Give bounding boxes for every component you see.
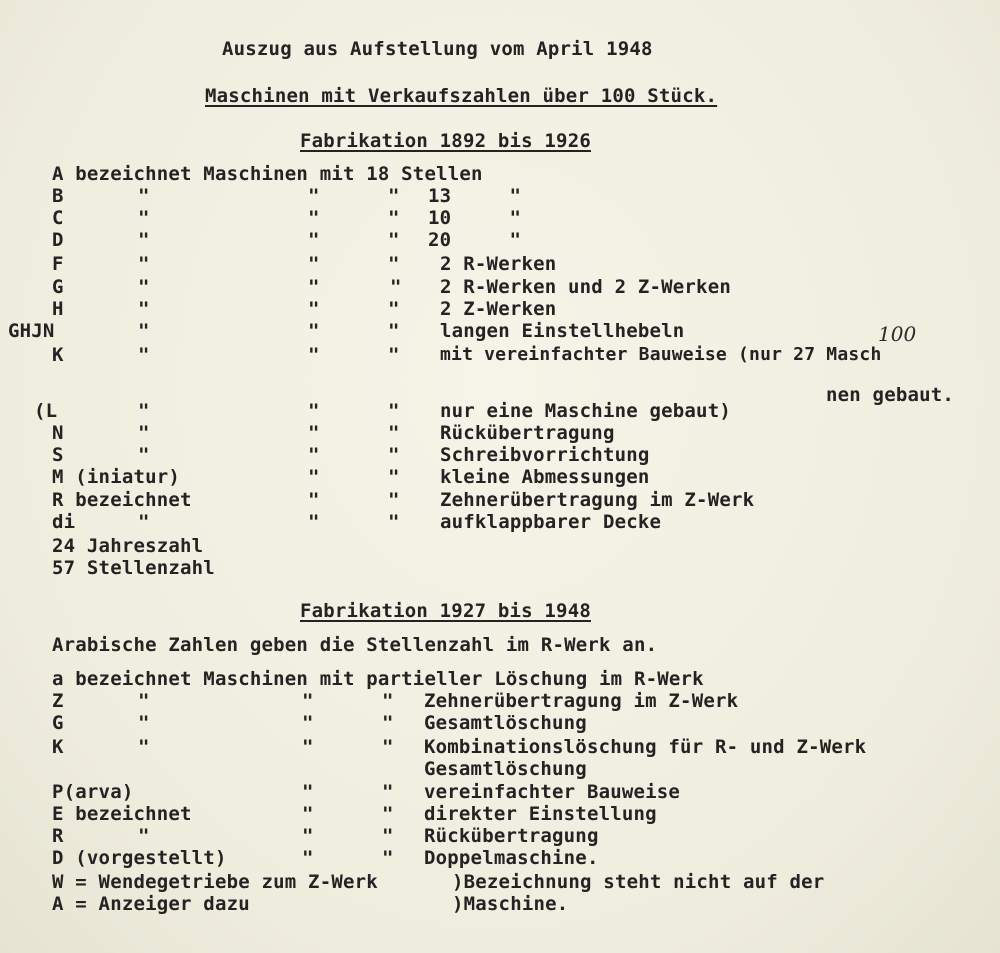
ditto-mark: "	[388, 422, 400, 444]
ditto-mark: "	[390, 276, 402, 298]
handwritten-note: 100	[878, 322, 917, 346]
section2-row-3-code: K	[52, 736, 64, 758]
section1-row-15-code: di	[52, 511, 76, 533]
ditto-mark: "	[382, 690, 394, 712]
section2-row-8-code: D (vorgestellt)	[52, 847, 227, 869]
ditto-mark: "	[138, 712, 150, 734]
ditto-mark: "	[138, 185, 150, 207]
ditto-mark: "	[388, 320, 400, 342]
ditto-mark: "	[388, 466, 400, 488]
section1-row-4-code: F	[52, 253, 64, 275]
ditto-mark: "	[388, 207, 400, 229]
document-subtitle: Maschinen mit Verkaufszahlen über 100 Stück.	[205, 85, 718, 107]
ditto-mark: "	[302, 825, 314, 847]
ditto-mark: "	[308, 185, 320, 207]
ditto-mark: "	[308, 298, 320, 320]
section1-row-14-desc: Zehnerübertragung im Z-Werk	[440, 489, 755, 511]
section2-row-8-desc: Doppelmaschine.	[424, 847, 599, 869]
section1-row-2-desc: 10 "	[428, 207, 522, 229]
ditto-mark: "	[382, 825, 394, 847]
ditto-mark: "	[308, 511, 320, 533]
section2-row-2-code: G	[52, 712, 64, 734]
ditto-mark: "	[308, 229, 320, 251]
section1-row-5-code: G	[52, 276, 64, 298]
section2-row-1-desc: Zehnerübertragung im Z-Werk	[424, 690, 739, 712]
ditto-mark: "	[138, 690, 150, 712]
ditto-mark: "	[138, 736, 150, 758]
ditto-mark: "	[308, 422, 320, 444]
ditto-mark: "	[382, 781, 394, 803]
ditto-mark: "	[388, 400, 400, 422]
section2-row-1-code: Z	[52, 690, 64, 712]
ditto-mark: "	[138, 276, 150, 298]
section1-row-1-desc: 13 "	[428, 185, 522, 207]
section2-row-6-desc: direkter Einstellung	[424, 803, 657, 825]
ditto-mark: "	[138, 511, 150, 533]
ditto-mark: "	[138, 825, 150, 847]
section2-row-9-code: W = Wendegetriebe zum Z-Werk	[52, 871, 378, 893]
ditto-mark: "	[388, 344, 400, 366]
ditto-mark: "	[138, 229, 150, 251]
ditto-mark: "	[302, 690, 314, 712]
ditto-mark: "	[308, 320, 320, 342]
ditto-mark: "	[138, 207, 150, 229]
ditto-mark: "	[382, 712, 394, 734]
section1-row-6-desc: 2 Z-Werken	[440, 298, 557, 320]
section2-row-4-desc: Gesamtlöschung	[424, 758, 587, 780]
section1-row-15-desc: aufklappbarer Decke	[440, 511, 662, 533]
section2-row-5-code: P(arva)	[52, 781, 134, 803]
section1-row-12-desc: Schreibvorrichtung	[440, 444, 650, 466]
section1-row-5-desc: 2 R-Werken und 2 Z-Werken	[440, 276, 731, 298]
section1-row-17-code: 57 Stellenzahl	[52, 557, 215, 579]
section1-row-10-code: (L	[34, 400, 58, 422]
section1-row-11-desc: Rückübertragung	[440, 422, 615, 444]
ditto-mark: "	[388, 511, 400, 533]
section1-row-4-desc: 2 R-Werken	[440, 253, 557, 275]
ditto-mark: "	[138, 298, 150, 320]
ditto-mark: "	[382, 736, 394, 758]
section1-row-0-code: A bezeichnet Maschinen mit 18 Stellen	[52, 163, 483, 185]
section1-row-3-desc: 20 "	[428, 229, 522, 251]
section2-row-6-code: E bezeichnet	[52, 803, 192, 825]
ditto-mark: "	[308, 444, 320, 466]
ditto-mark: "	[308, 253, 320, 275]
section1-row-13-code: M (iniatur)	[52, 466, 181, 488]
section2-heading: Fabrikation 1927 bis 1948	[300, 600, 591, 622]
section1-row-6-code: H	[52, 298, 64, 320]
ditto-mark: "	[308, 466, 320, 488]
ditto-mark: "	[388, 444, 400, 466]
section1-row-8-desc: mit vereinfachter Bauweise (nur 27 Masch	[440, 344, 882, 365]
section1-row-1-code: B	[52, 185, 64, 207]
ditto-mark: "	[388, 185, 400, 207]
ditto-mark: "	[388, 489, 400, 511]
section2-row-3-desc: Kombinationslöschung für R- und Z-Werk	[424, 736, 867, 758]
ditto-mark: "	[302, 803, 314, 825]
section1-row-2-code: C	[52, 207, 64, 229]
section1-row-14-code: R bezeichnet	[52, 489, 192, 511]
document-title: Auszug aus Aufstellung vom April 1948	[222, 38, 653, 60]
ditto-mark: "	[388, 253, 400, 275]
section1-row-7-code: GHJN	[8, 320, 55, 342]
section1-row-16-code: 24 Jahreszahl	[52, 535, 204, 557]
ditto-mark: "	[302, 847, 314, 869]
section2-intro: Arabische Zahlen geben die Stellenzahl im R-Werk an.	[52, 634, 658, 656]
section1-row-10-desc: nur eine Maschine gebaut)	[440, 400, 731, 422]
ditto-mark: "	[382, 803, 394, 825]
ditto-mark: "	[138, 253, 150, 275]
section1-row-13-desc: kleine Abmessungen	[440, 466, 650, 488]
ditto-mark: "	[308, 489, 320, 511]
section1-heading: Fabrikation 1892 bis 1926	[300, 130, 591, 152]
section2-row-9-desc: )Bezeichnung steht nicht auf der	[452, 871, 825, 893]
ditto-mark: "	[138, 444, 150, 466]
ditto-mark: "	[382, 847, 394, 869]
section1-row-7-desc: langen Einstellhebeln	[440, 320, 685, 342]
ditto-mark: "	[308, 276, 320, 298]
ditto-mark: "	[302, 712, 314, 734]
section1-row-9-desc: nen gebaut.	[826, 384, 955, 406]
ditto-mark: "	[308, 344, 320, 366]
ditto-mark: "	[388, 298, 400, 320]
ditto-mark: "	[138, 320, 150, 342]
ditto-mark: "	[388, 229, 400, 251]
ditto-mark: "	[138, 422, 150, 444]
section2-row-0-code: a bezeichnet Maschinen mit partieller Löschung im R-Werk	[52, 668, 704, 690]
section2-row-7-code: R	[52, 825, 64, 847]
section1-row-11-code: N	[52, 422, 64, 444]
ditto-mark: "	[138, 400, 150, 422]
ditto-mark: "	[308, 207, 320, 229]
ditto-mark: "	[302, 781, 314, 803]
section1-row-8-code: K	[52, 344, 64, 366]
section1-row-12-code: S	[52, 444, 64, 466]
ditto-mark: "	[302, 736, 314, 758]
section2-row-5-desc: vereinfachter Bauweise	[424, 781, 681, 803]
ditto-mark: "	[138, 344, 150, 366]
section2-row-10-desc: )Maschine.	[452, 893, 569, 915]
section2-row-7-desc: Rückübertragung	[424, 825, 599, 847]
section2-row-2-desc: Gesamtlöschung	[424, 712, 587, 734]
ditto-mark: "	[308, 400, 320, 422]
section1-row-3-code: D	[52, 229, 64, 251]
section2-row-10-code: A = Anzeiger dazu	[52, 893, 250, 915]
